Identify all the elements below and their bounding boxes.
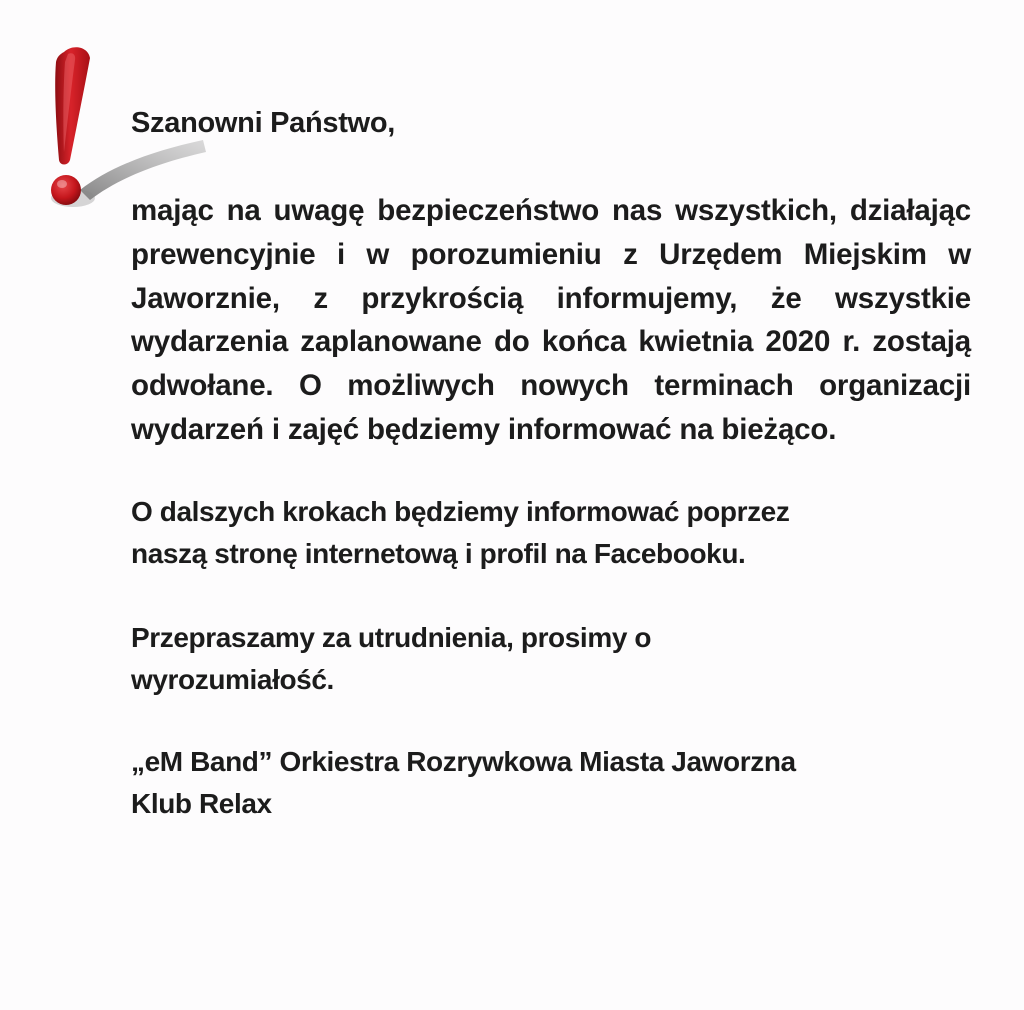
signature-line: „eM Band” Orkiestra Rozrywkowa Miasta Jaworzna — [131, 745, 796, 777]
signature — [131, 741, 971, 825]
main-paragraph: mając na uwagę bezpieczeństwo nas wszystkich, działając prewencyjnie i w porozumieniu z Urzędem Miejskim w Jaworznie, z przykrością informujemy, że wszystkie wydarzenia zaplanowane do końca kwietnia 2020 r. zostają odwołane. O możliwych nowych terminach organizacji wydarzeń i zajęć będziemy informować na bieżąco. — [131, 194, 971, 446]
salutation: Szanowni Państwo, — [131, 107, 395, 139]
apology-paragraph — [131, 617, 971, 701]
info-line: O dalszych krokach będziemy informować poprzez — [131, 495, 790, 527]
apology-line: wyrozumiałość. — [131, 663, 334, 695]
apology-line: Przepraszamy za utrudnienia, prosimy o — [131, 621, 652, 653]
info-paragraph — [131, 491, 971, 575]
info-line: naszą stronę internetową i profil na Facebooku. — [131, 537, 746, 569]
letter-body — [131, 98, 971, 825]
signature-line: Klub Relax — [131, 787, 272, 819]
